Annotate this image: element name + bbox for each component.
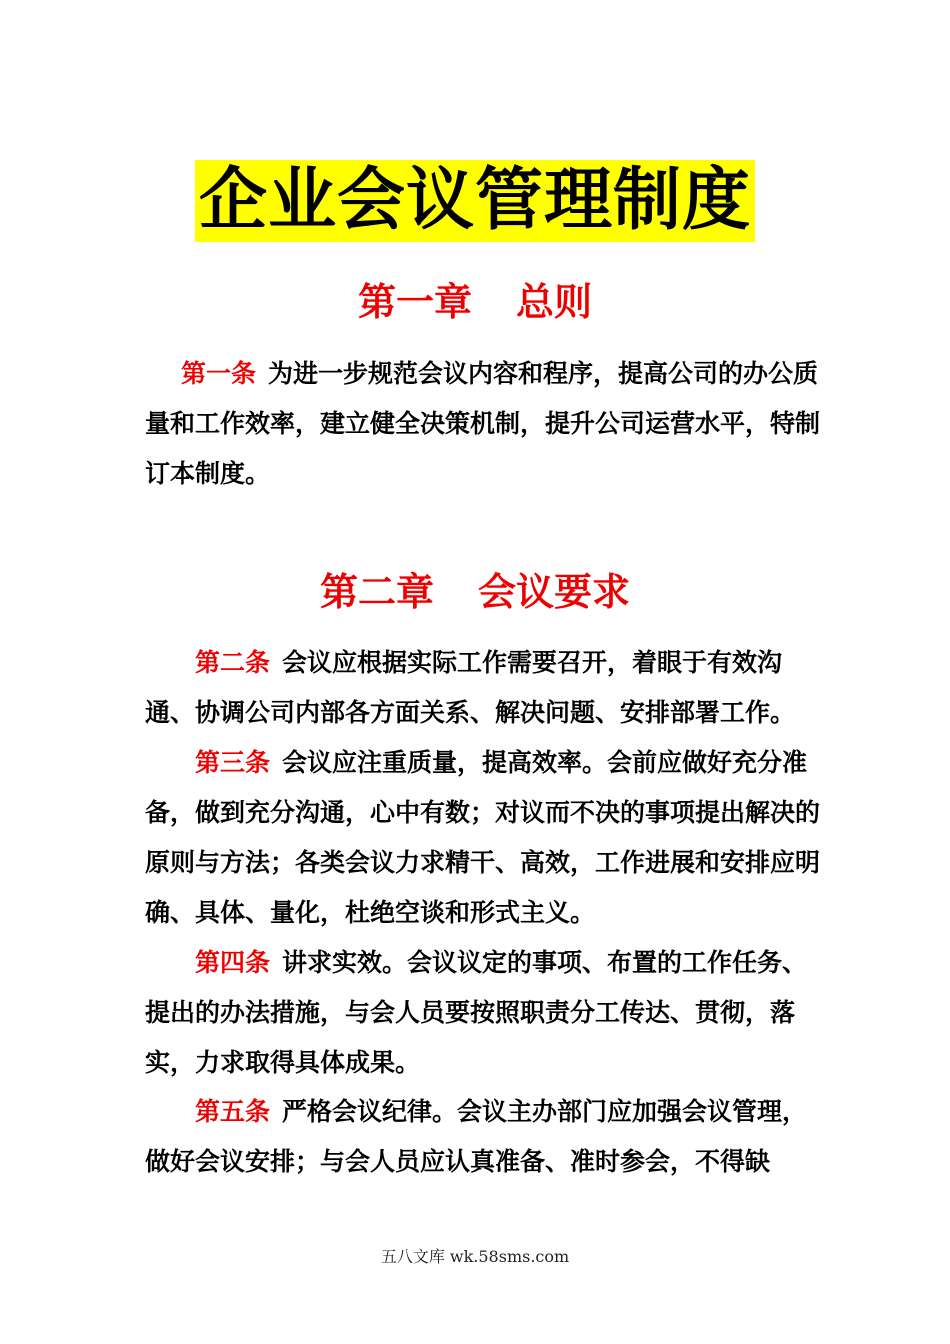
article-label: 第一条 [181,359,257,388]
article-1 [145,349,825,499]
article-text: 严格会议纪律。会议主办部门应加强会议管理，做好会议安排；与会人员应认真准备、准时参会，不得缺 [145,1097,808,1176]
chapter-heading-1 [0,278,950,326]
article-text: 会议应根据实际工作需要召开，着眼于有效沟通、协调公司内部各方面关系、解决问题、安排部署工作。 [145,648,796,727]
chapter-number: 第一章 [357,280,472,324]
article-label: 第五条 [195,1097,271,1126]
document-title: 企业会议管理制度 [195,160,755,242]
article-text: 为进一步规范会议内容和程序，提高公司的办公质量和工作效率，建立健全决策机制，提升公司运营水平，特制订本制度。 [145,359,821,488]
article-4 [145,938,825,1088]
footer-watermark: 五八文库 wk.58sms.com [380,1247,570,1266]
article-label: 第四条 [195,948,271,977]
title-block [0,160,950,242]
article-label: 第二条 [195,648,271,677]
article-text: 讲求实效。会议议定的事项、布置的工作任务、提出的办法措施，与会人员要按照职责分工传达、贯彻，落实，力求取得具体成果。 [145,948,808,1077]
article-text: 会议应注重质量，提高效率。会前应做好充分准备，做到充分沟通，心中有数；对议而不决的事项提出解决的原则与方法；各类会议力求精干、高效，工作进展和安排应明确、具体、量化，杜绝空谈和形式主义。 [145,748,821,927]
chapter-name: 总则 [516,280,593,324]
article-2 [145,638,825,738]
article-5 [145,1087,825,1187]
chapter-name: 会议要求 [478,570,631,614]
chapter-heading-2 [0,568,950,616]
article-label: 第三条 [195,748,271,777]
article-3 [145,738,825,938]
chapter-number: 第二章 [319,570,434,614]
